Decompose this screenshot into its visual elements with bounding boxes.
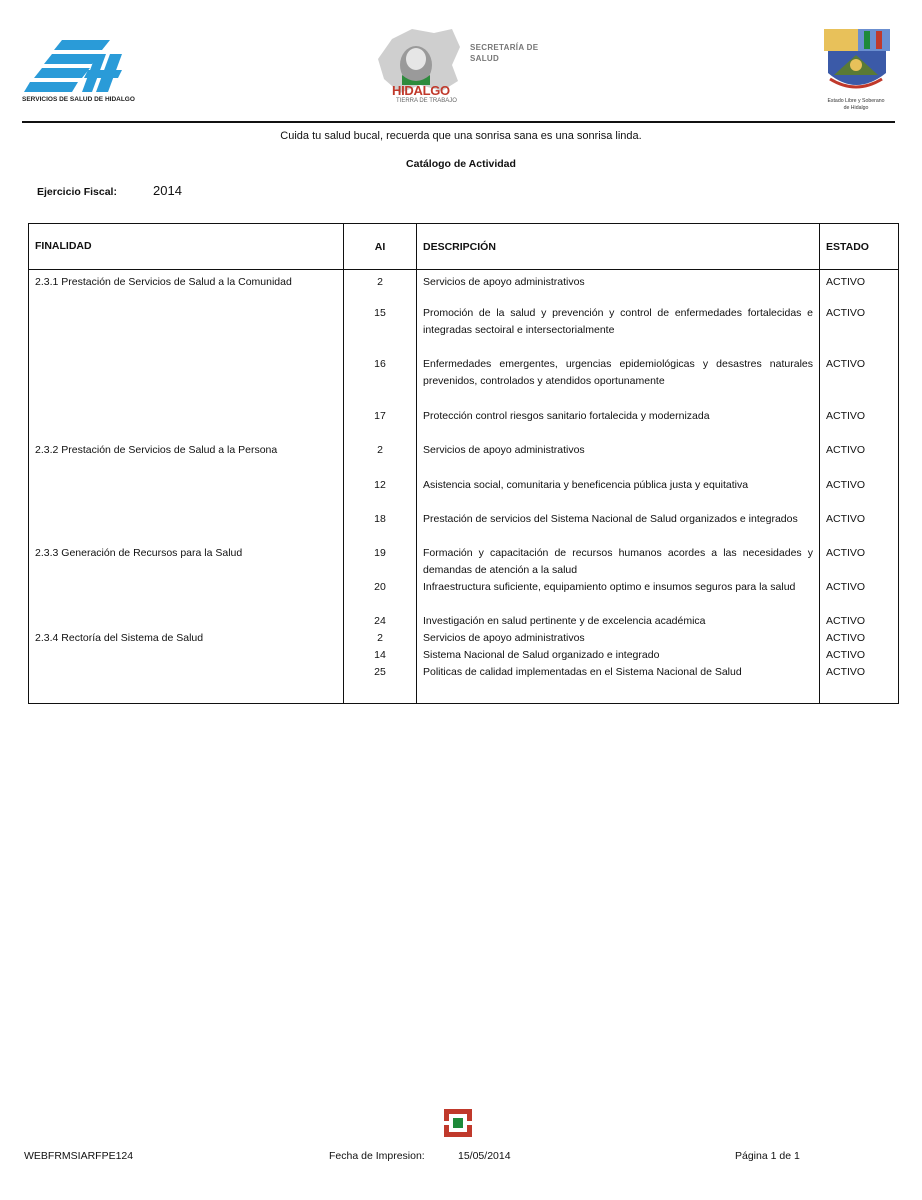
cell-ai: 2 — [344, 270, 417, 305]
cell-estado: ACTIVO — [820, 270, 899, 305]
cell-ai: 24 — [344, 613, 417, 630]
actividad-table — [28, 223, 899, 704]
cell-finalidad — [29, 356, 344, 408]
cell-finalidad — [29, 647, 344, 664]
secretaria-label: SECRETARÍA DE SALUD — [470, 43, 539, 63]
header-divider — [22, 121, 895, 123]
cell-descripcion: Protección control riesgos sanitario fortalecida y modernizada — [417, 408, 820, 442]
cell-ai: 15 — [344, 305, 417, 356]
table-row — [29, 408, 899, 442]
cell-ai: 18 — [344, 511, 417, 545]
ssh-logo-caption: SERVICIOS DE SALUD DE HIDALGO — [22, 96, 135, 103]
hidalgo-tagline: TIERRA DE TRABAJO — [396, 98, 457, 104]
table-row — [29, 356, 899, 408]
cell-finalidad: 2.3.2 Prestación de Servicios de Salud a la Persona — [29, 442, 344, 477]
cell-ai: 2 — [344, 630, 417, 647]
cell-finalidad — [29, 477, 344, 511]
header-finalidad: FINALIDAD — [29, 224, 344, 270]
table-row — [29, 647, 899, 664]
cell-descripcion: Servicios de apoyo administrativos — [417, 630, 820, 647]
ejercicio-value: 2014 — [153, 183, 182, 198]
cell-estado: ACTIVO — [820, 408, 899, 442]
cell-ai: 19 — [344, 545, 417, 579]
table-row — [29, 545, 899, 579]
coat-of-arms-icon — [818, 25, 894, 97]
header-estado: ESTADO — [820, 224, 899, 270]
cell-estado: ACTIVO — [820, 511, 899, 545]
table-row — [29, 442, 899, 477]
table-row — [29, 630, 899, 647]
ssh-logo — [22, 34, 142, 106]
cell-descripcion: Enfermedades emergentes, urgencias epidemiológicas y desastres naturales prevenidos, controlados y atendidos oportunamente — [417, 356, 820, 408]
cell-estado: ACTIVO — [820, 579, 899, 613]
cell-descripcion: Servicios de apoyo administrativos — [417, 442, 820, 477]
cell-descripcion: Formación y capacitación de recursos humanos acordes a las necesidades y demandas de atención a la salud — [417, 545, 820, 579]
state-shield-logo — [818, 25, 894, 117]
cell-estado: ACTIVO — [820, 477, 899, 511]
table-row — [29, 511, 899, 545]
cell-descripcion: Servicios de apoyo administrativos — [417, 270, 820, 305]
print-date-label: Fecha de Impresion: — [329, 1150, 425, 1162]
footer-emblem-icon — [443, 1108, 473, 1138]
cell-finalidad: 2.3.1 Prestación de Servicios de Salud a la Comunidad — [29, 270, 344, 305]
page-number: Página 1 de 1 — [735, 1150, 800, 1162]
cell-ai: 14 — [344, 647, 417, 664]
ejercicio-label: Ejercicio Fiscal: — [37, 186, 117, 198]
cell-finalidad — [29, 305, 344, 356]
cell-estado: ACTIVO — [820, 305, 899, 356]
hidalgo-logo — [372, 25, 542, 113]
cell-ai: 2 — [344, 442, 417, 477]
cell-ai: 17 — [344, 408, 417, 442]
cell-descripcion: Investigación en salud pertinente y de excelencia académica — [417, 613, 820, 630]
ssh-mark-icon — [22, 34, 132, 96]
table-row — [29, 579, 899, 613]
header-ai: AI — [344, 224, 417, 270]
report-code: WEBFRMSIARFPE124 — [24, 1150, 134, 1162]
cell-finalidad: 2.3.4 Rectoría del Sistema de Salud — [29, 630, 344, 647]
page-title: Catálogo de Actividad — [406, 158, 516, 170]
table-row — [29, 477, 899, 511]
print-date-value: 15/05/2014 — [458, 1150, 511, 1162]
table-header-row — [29, 224, 899, 270]
cell-finalidad — [29, 579, 344, 613]
cell-descripcion: Asistencia social, comunitaria y beneficencia pública justa y equitativa — [417, 477, 820, 511]
cell-finalidad — [29, 613, 344, 630]
cell-descripcion: Sistema Nacional de Salud organizado e integrado — [417, 647, 820, 664]
cell-finalidad: 2.3.3 Generación de Recursos para la Salud — [29, 545, 344, 579]
cell-descripcion: Promoción de la salud y prevención y control de enfermedades fortalecidas e integradas sectoiral e intersectorialmente — [417, 305, 820, 356]
state-caption: Estado Libre y Soberano de Hidalgo — [827, 98, 885, 111]
cell-estado: ACTIVO — [820, 664, 899, 704]
cell-finalidad — [29, 511, 344, 545]
slogan: Cuida tu salud bucal, recuerda que una sonrisa sana es una sonrisa linda. — [280, 130, 642, 142]
cell-descripcion: Politicas de calidad implementadas en el Sistema Nacional de Salud — [417, 664, 820, 704]
cell-estado: ACTIVO — [820, 545, 899, 579]
cell-descripcion: Infraestructura suficiente, equipamiento optimo e insumos seguros para la salud — [417, 579, 820, 613]
cell-ai: 20 — [344, 579, 417, 613]
table-row — [29, 270, 899, 305]
cell-finalidad — [29, 408, 344, 442]
table-row — [29, 613, 899, 630]
cell-estado: ACTIVO — [820, 630, 899, 647]
header-descripcion: DESCRIPCIÓN — [417, 224, 820, 270]
cell-descripcion: Prestación de servicios del Sistema Nacional de Salud organizados e integrados — [417, 511, 820, 545]
cell-ai: 16 — [344, 356, 417, 408]
hidalgo-name: HIDALGO — [392, 83, 450, 98]
cell-estado: ACTIVO — [820, 356, 899, 408]
table-row — [29, 664, 899, 704]
cell-ai: 25 — [344, 664, 417, 704]
cell-estado: ACTIVO — [820, 647, 899, 664]
table-row — [29, 305, 899, 356]
cell-ai: 12 — [344, 477, 417, 511]
cell-estado: ACTIVO — [820, 613, 899, 630]
cell-finalidad — [29, 664, 344, 704]
cell-estado: ACTIVO — [820, 442, 899, 477]
